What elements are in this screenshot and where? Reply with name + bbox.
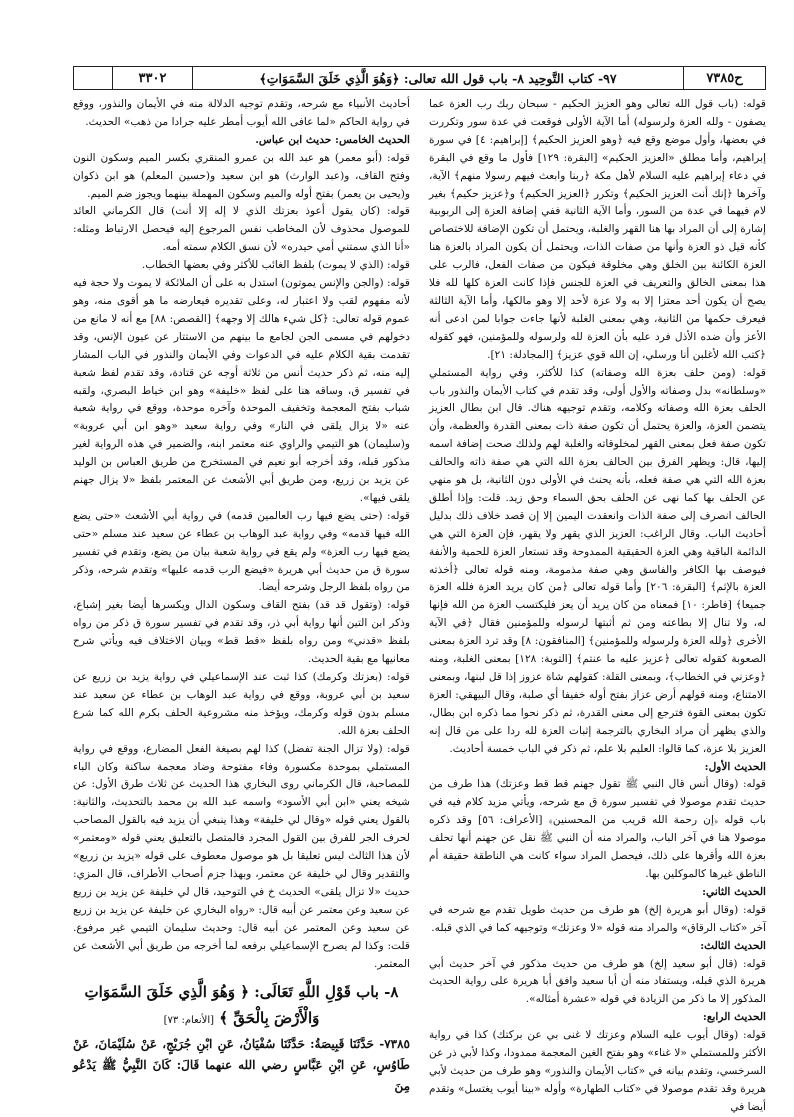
paragraph: قوله: (وتقول قد قد) بفتح القاف وسكون الدال ويكسرها أيضا بغير إشباع، وذكر ابن التين أنها رواية أبي ذر، وقد تقدم في تفسير سورة ق ذكر من رواه بلفظ «قدني» ومن رواه بلفظ «قط قط» وبيان الاختلاف فيه ويأتي شرح معانيها مع بقية الحديث. xyxy=(73,599,410,666)
hadith-text: ٧٣٨٥- حَدَّثَنَا قَبِيصَةُ: حَدَّثَنَا سُفْيَانُ، عَنِ ابْنِ جُرَيْجٍ، عَنْ سُلَيْمَانَ، عَنْ طَاوُسٍ، عَنِ ابْنِ عَبَّاسٍ رضي الله عنهما قَالَ: كَانَ النَّبِيُّ ﷺ يَدْعُو مِنَ xyxy=(73,1037,410,1094)
page-number: ٣٣٠٢ xyxy=(112,67,192,89)
paragraph: قوله: (الذي لا يموت) بلفظ الغائب للأكثر وفي بعضها الخطاب. xyxy=(141,259,410,272)
running-title: ٩٧- كتاب التَّوحِيد ٨- باب قول الله تعالى: ﴿وَهُوَ الَّذِي خَلَقَ السَّمَوَاتِ﴾ xyxy=(192,67,683,89)
subheading: الحديث الأول: xyxy=(704,760,766,773)
paragraph: قوله: (ومن حلف بعزة الله وصفاته) كذا للأكثر، وفي رواية المستملي «وسلطانه» بدل وصفاته والأول أولى، وقد تقدم في كتاب الأيمان والنذور باب الحلف بعزة الله وصفاته وكلامه، وتقدم توجيهه هناك. قال ابن بطال العزيز يتضمن العزة، والعزة يحتمل أن تكون صفة ذات بمعنى القدرة والعظمة، وأن تكون صفة فعل بمعنى القهر لمخلوقاته والغلبة لهم ولذلك صحت إضافة اسمه إليها، قال: ويظهر الفرق بين الحالف بعزة الله التي هي صفة ذاته والحالف بعزة الله التي هي صفة فعله، بأنه يحنث في الأولى دون الثانية، بل هو منهي عن الحلف بها كما نهى عن الحلف بحق السماء وحق زيد. قلت: وإذا أطلق الحالف انصرف إلى صفة الذات وانعقدت اليمين إلا إن قصد خلاف ذلك بدليل أحاديث الباب. وقال الراغب: العزيز الذي يقهر ولا يقهر، فإن العزة التي هي الدائمة الباقية وهي العزة الحقيقية الممدوحة وقد تستعار العزة للحمية والأنفة فيوصف بها الكافر والفاسق وهي صفة مذمومة، ومنه قوله تعالى ﴿أخذته العزة بالإثم﴾ [البقرة: ٢٠٦] وأما قوله تعالى ﴿من كان يريد العزة فلله العزة جميعا﴾ [فاطر: ١٠] فمعناه من كان يريد أن يعز فليكتسب العزة من الله فإنها له، ولا تنال إلا بطاعته ومن ثم أثبتها لرسوله وللمؤمنين فقال ﴿في الآية الأخرى ﴿ولله العزة ولرسوله وللمؤمنين﴾ [المنافقون: ٨] وقد ترد العزة بمعنى الصعوبة كقوله تعالى ﴿عزيز عليه ما عنتم﴾ [التوبة: ١٢٨] بمعنى الغلبة، ومنه ﴿وعزني في الخطاب﴾، وبمعنى القلة: كقولهم شاة عزوز إذا قل لبنها، وبمعنى الامتناع، ومنه قولهم أرض عزاز بفتح أوله خفيفا أي صلبة، وقال البيهقي: العزة تكون بمعنى القوة فترجع إلى معنى القدرة، ثم ذكر نحوا مما ذكره ابن بطال، والذي يظهر أن مراد البخاري بالترجمة إثبات العزة لله ردا على من قال إنه العزيز بلا عزة، كما قالوا: العليم بلا علم، ثم ذكر في الباب خمسة أحاديث. xyxy=(429,366,767,755)
paragraph: قوله: (وقال أبو هريرة إلخ) هو طرف من حديث طويل تقدم مع شرحه في آخر «كتاب الرقاق» والمراد منه قوله «لا وعزتك» وتوجيهه كما في الذي قبله. xyxy=(429,903,766,934)
verse-reference: [الأنعام: ٧٣] xyxy=(163,1015,215,1027)
chapter-heading xyxy=(73,979,410,1034)
header-empty-box xyxy=(74,67,112,89)
paragraph: قوله: (ولا تزال الجنة تفضل) كذا لهم بصيغة الفعل المضارع، ووقع في رواية المستملي بموحدة مكسورة وفاء مفتوحة وضاد معجمة ساكنة وكان الباء للمصاحبة، قال الكرماني روى البخاري هذا الحديث عن ثلاث طرق الأول: عن شيخه يعني «ابن أبي الأسود» واسمه عبد الله بن محمد بالتحديث، والثانية: بالقول يعني قوله «وقال لي خليفة» وهذا ينبغي أن يزيد فيه بالقول المصاحب لحرف الجر للفرق بين القول المجرد فالمتصل بالتعليق يعني قوله «ومعتمر» لأن هذا الثالث ليس تعليقا بل هو موصول معطوف على قوله «يزيد بن زريع» والتقدير وقال لي خليفة عن معتمر، وبهذا جزم أصحاب الأطراف، قال المزي: حديث «لا تزال يلقى» الحديث خ في التوحيد، قال لي خليفة عن يزيد بن زريع عن سعيد وعن معتمر عن أبيه قال: «رواه البخاري عن خليفة عن يزيد بن زريع عن سعيد وعن المعتمر عن أبيه قال: وحديث سليمان التيمي غير مرفوع. قلت: وكذا لم يصرح الإسماعيلي برفعه لما أخرجه من طريق أبي الأشعث عن المعتمر. xyxy=(73,742,410,970)
chapter-heading-line2: وَالْأَرْضَ بِالْحَقِّ ﴾ xyxy=(219,1009,320,1028)
paragraph: قوله: (باب قول الله تعالى وهو العزيز الحكيم - سبحان ربك رب العزة عما يصفون - ولله العزة ولرسوله) أما الآية الأولى فوقعت في عدة سور وتكررت في بعضها، وأول موضع وقع فيه ﴿وهو العزيز الحكيم﴾ [إبراهيم: ٤] في سورة إبراهيم، وأما مطلق «العزيز الحكيم» [البقرة: ١٢٩] فأول ما وقع في البقرة في دعاء إبراهيم عليه السلام لأهل مكة ﴿ربنا وابعث فيهم رسولا منهم﴾ الآية، وآخرها ﴿إنك أنت العزيز الحكيم﴾ وتكرر ﴿العزيز الحكيم﴾ و﴿عزيز حكيم﴾ بغير لام فيهما في عدة من السور، وأما الآية الثانية ففي إضافة العزة إلى الربوبية إشارة إلى أن المراد بها هنا القهر والغلبة، ويحتمل أن تكون الإضافة للاختصاص كأنه قيل ذو العزة وأنها من صفات الذات، ويحتمل أن يكون المراد بالعزة هنا العزة الكائنة بين الخلق وهي مخلوقة فيكون من صفات الفعل، فالرب على هذا بمعنى الخالق والتعريف في العزة للجنس فإذا كانت العزة كلها لله فلا يصح أن يكون أحد معتزا إلا به ولا عزة لأحد إلا وهو مالكها، وأما الآية الثالثة فيعرف حكمها من الثانية، وهي بمعنى الغلبة لأنها جاءت جوابا لمن ادعى أنه الأعز وأن ضده الأذل فرد عليه بأن العزة لله ولرسوله وللمؤمنين، فهو كقوله ﴿كتب الله لأغلبن أنا ورسلي، إن الله قوي عزيز﴾ [المجادلة: ٢١]. xyxy=(429,98,767,361)
paragraph: قوله: (وقال أيوب عليه السلام وعزتك لا غنى بي عن بركتك) كذا في رواية الأكثر وللمستملي «لا غناء» وهو بفتح الغين المعجمة ممدودا، وكذا لأبي ذر عن السرخسي، وتقدم بيانه في «كتاب الأيمان والنذور» وهو طرف من حديث لأبي هريرة وقد تقدم موصولا في «كتاب الطهارة» وأوله «بينا أيوب يغتسل» وتقدم أيضا في xyxy=(429,1029,766,1113)
paragraph: قوله: (كان يقول أعوذ بعزتك الذي لا إله إلا أنت) قال الكرماني العائد للموصول محذوف لأن المخاطب نفس المرجوع إليه فيحصل الارتباط ومثله: «أنا الذي سمتني أمي حيدره» لأن نسق الكلام سمته أمه. xyxy=(73,205,410,254)
paragraph: قوله: (أبو معمر) هو عبد الله بن عمرو المنقري بكسر الميم وسكون النون وفتح القاف، و(عبد الوارث) هو ابن سعيد و(حسين المعلم) هو ابن ذكوان و(يحيى بن يعمر) بفتح أوله والميم وسكون المهملة بينهما ويجوز ضم الميم. xyxy=(73,151,410,200)
paragraph: قوله: (بعزتك وكرمك) كذا ثبت عند الإسماعيلي في رواية يزيد بن زريع عن سعيد بن أبي عروبة، ووقع في رواية عبد الوهاب بن عطاء عن سعيد عند مسلم بدون قوله وكرمك، ويؤخذ منه مشروعية الحلف بكرم الله كما شرع الحلف بعزة الله. xyxy=(73,671,410,737)
paragraph: أحاديث الأنبياء مع شرحه، وتقدم توجيه الدلالة منه في الأيمان والنذور، ووقع في رواية الحاكم «لما عافى الله أيوب أمطر عليه جرادا من ذهب» الحديث. xyxy=(73,98,410,128)
paragraph: قوله: (حتى يضع فيها رب العالمين قدمه) في رواية أبي الأشعث «حتى يضع الله فيها قدمه» وفي رواية عبد الوهاب بن عطاء عن سعيد عند مسلم «حتى يضع فيها رب العزة» ولم يقع في رواية شعبة بيان من يضع، وتقدم في تفسير سورة ق من حديث أبي هريرة «فيضع الرب قدمه عليها» وتقدم شرحه، وذكر من رواه بلفظ الرجل وشرحه أيضا. xyxy=(73,509,410,594)
chapter-heading-line: ٨- باب قَوْلِ اللَّهِ تَعَالَى: ﴿ وَهُوَ الَّذِي خَلَقَ السَّمَوَاتِ xyxy=(84,983,399,1002)
paragraph: قوله: (وقال أنس قال النبي ﷺ تقول جهنم قط قط وعزتك) هذا طرف من حديث تقدم موصولا في تفسير سورة ق مع شرحه، ويأتي مزيد كلام فيه في باب قوله ﴿إن رحمة الله قريب من المحسنين﴾ [الأعراف: ٥٦] وقد ذكره موصولا هنا في آخر الباب، والمراد منه أن النبي ﷺ نقل عن جهنم أنها تحلف بعزة الله وأقرها على ذلك، فيحصل المراد سواء كانت هي الناطقة حقيقة أم الناطق غيرها كالموكلين بها. xyxy=(429,778,767,880)
subheading: الحديث الثالث: xyxy=(700,939,766,952)
paragraph: قوله: (والجن والإنس يموتون) استدل به على أن الملائكة لا يموت ولا حجة فيه لأنه مفهوم لقب ولا اعتبار له، وعلى تقديره فيعارضه ما هو أقوى منه، وهو عموم قوله تعالى: ﴿كل شيء هالك إلا وجهه﴾ [القصص: ٨٨] مع أنه لا مانع من دخولهم في مسمى الجن لجامع ما بينهم من الاستتار عن عيون الإنس، وقد تقدمت بقية الكلام عليه في الدعوات وفي الأيمان والنذور في الباب المشار إليه منه، ثم ذكر حديث أنس من ثلاثة أوجه عن قتادة، وقد تقدم لفظ شعبة في تفسير ق، وساقه هنا على لفظ «خليفة» وهو ابن خياط البصري، ولقبه شباب بفتح المعجمة وتخفيف الموحدة وآخره موحدة، ووقع في رواية شعبة عنه «لا يزال يلقى في النار» وفي رواية سعيد «وهو ابن أبي عروبة» و(سليمان) هو التيمي والراوي عنه معتمر ابنه، والضمير في هذه الرواية لغير مذكور قبله، وقد أخرجه أبو نعيم في المستخرج من طريق العباس بن الوليد عن يزيد بن زريع، ومن طريق أبي الأشعث عن المعتمر بلفظ «لا يزال جهنم يلقى فيها». xyxy=(73,277,410,504)
chapter-heading-line xyxy=(73,1005,410,1034)
hadith-range: ح٧٣٨٥ xyxy=(683,67,765,89)
text-columns xyxy=(73,96,767,1113)
left-column xyxy=(73,96,410,1104)
right-column xyxy=(429,96,767,1113)
page-header xyxy=(73,66,766,90)
subheading: الحديث الرابع: xyxy=(702,1011,766,1024)
subheading: الحديث الثاني: xyxy=(702,885,766,898)
paragraph: قوله: (قال أبو سعيد إلخ) هو طرف من حديث مذكور في آخر حديث أبي هريرة الذي قبله، ويستفاد منه أن أبا سعيد وافق أبا هريرة على رواية الحديث المذكور إلا ما ذكر من الزيادة في قوله «عشرة أمثاله». xyxy=(429,957,766,1006)
subheading: الحديث الخامس: حديث ابن عباس. xyxy=(255,133,410,146)
